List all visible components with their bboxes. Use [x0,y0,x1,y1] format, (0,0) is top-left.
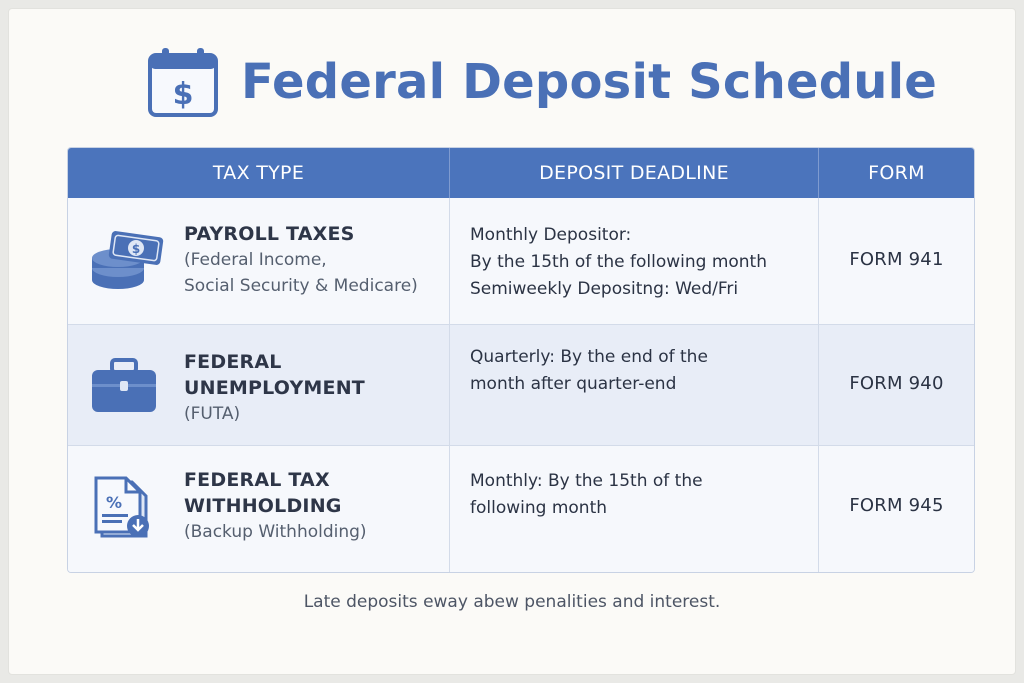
header-form: FORM [818,148,974,198]
schedule-card [8,8,1016,675]
form-number: FORM 941 [849,249,944,270]
form-cell [818,446,974,572]
svg-text:$: $ [172,77,194,112]
tax-type-cell [68,198,449,324]
tax-type-name: WITHHOLDING [184,495,342,517]
deadline-line: following month [470,498,608,518]
form-cell [818,198,974,324]
table-row [68,445,974,572]
briefcase-icon [88,356,160,416]
tax-type-text [184,221,418,299]
tax-type-detail: (Backup Withholding) [184,522,367,542]
page-title: Federal Deposit Schedule [241,54,938,110]
footnote: Late deposits eway abew penalities and interest. [303,592,721,612]
form-number: FORM 940 [849,373,944,394]
deadline-line: Semiweekly Depositng: Wed/Fri [470,279,739,299]
deadline-line: Monthly: By the 15th of the [470,471,703,491]
deadline-cell [449,325,818,445]
tax-type-name: UNEMPLOYMENT [184,377,365,399]
deadline-text [470,344,708,398]
deadline-text [470,468,703,522]
percent-document-icon [88,474,160,542]
title-row [147,45,937,119]
deadline-text [470,222,767,303]
deadline-line: Monthly Depositor: [470,225,632,245]
tax-type-text [184,349,365,427]
form-cell [818,325,974,445]
tax-type-name: FEDERAL [184,351,282,373]
table-row [68,198,974,324]
deposit-schedule-table [67,147,975,573]
form-number: FORM 945 [849,495,944,516]
tax-type-cell [68,325,449,445]
deadline-line: By the 15th of the following month [470,252,768,272]
tax-type-detail: Social Security & Medicare) [184,276,418,296]
deadline-cell [449,198,818,324]
deadline-line: month after quarter-end [470,374,677,394]
table-row [68,324,974,445]
tax-type-name: FEDERAL TAX [184,469,330,491]
svg-text:$: $ [131,242,141,256]
tax-type-cell [68,446,449,572]
calendar-dollar-icon [147,46,219,118]
header-deposit-deadline: DEPOSIT DEADLINE [449,148,818,198]
svg-text:%: % [105,493,123,512]
tax-type-detail: (Federal Income, [184,250,327,270]
deadline-cell [449,446,818,572]
money-stack-icon [88,228,168,294]
table-header [68,148,974,198]
tax-type-name: PAYROLL TAXES [184,223,355,245]
header-tax-type: TAX TYPE [212,162,305,184]
deadline-line: Quarterly: By the end of the [470,347,708,367]
tax-type-detail: (FUTA) [184,404,241,424]
tax-type-text [184,467,367,545]
